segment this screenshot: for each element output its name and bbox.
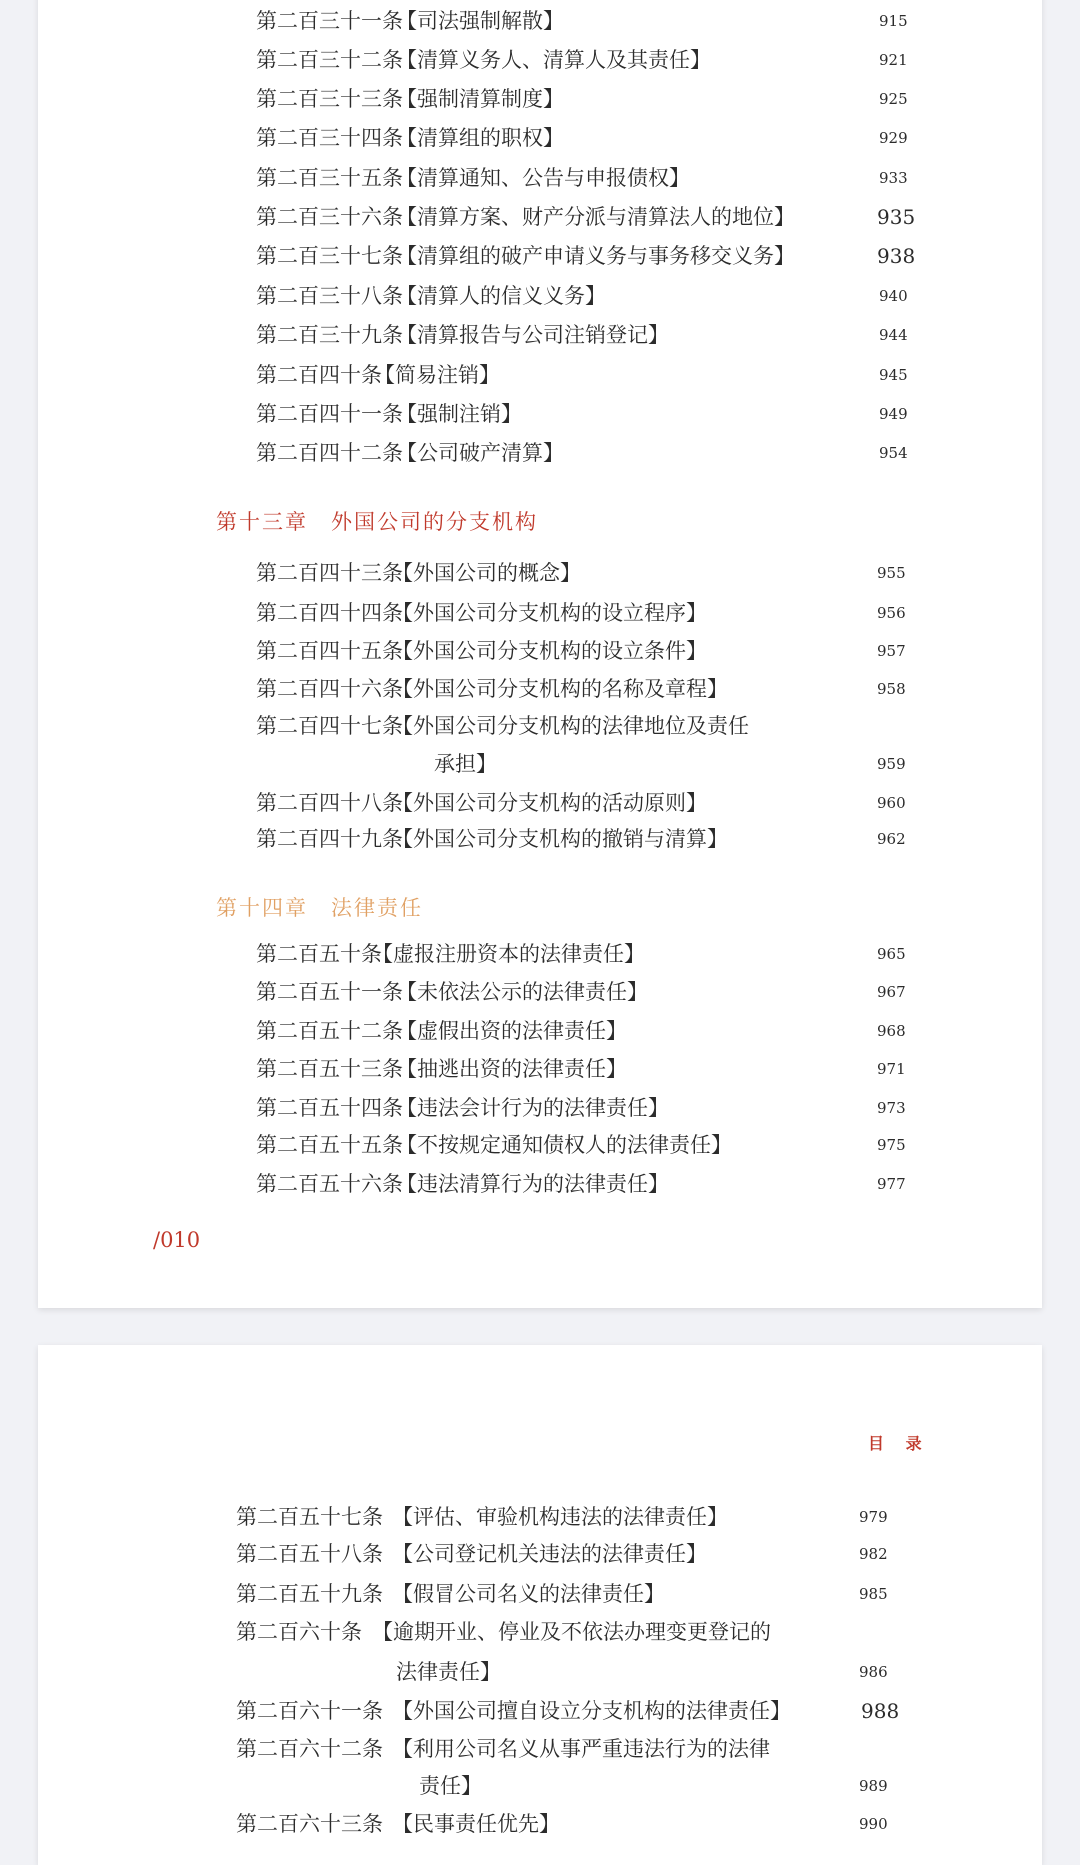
toc-entry[interactable] — [236, 1694, 996, 1728]
article-number: 第二百四十三条 — [256, 561, 403, 585]
article-title: 【民事责任优先】 — [392, 1812, 560, 1836]
toc-entry[interactable] — [236, 1615, 996, 1649]
article-title: 【公司登记机关违法的法律责任】 — [392, 1542, 707, 1566]
article-number: 第二百四十一条 — [256, 402, 403, 426]
toc-entry[interactable] — [236, 1732, 996, 1766]
article-number: 第二百五十七条 — [236, 1505, 383, 1529]
article-number: 第二百三十二条 — [256, 48, 403, 72]
toc-entry[interactable] — [256, 1014, 996, 1048]
page-ref: 982 — [859, 1545, 888, 1563]
article-number: 第二百五十二条 — [256, 1019, 403, 1043]
page-ref: 975 — [877, 1136, 906, 1154]
page-ref: 967 — [877, 983, 906, 1001]
toc-entry[interactable] — [256, 709, 996, 743]
page-ref: 958 — [877, 680, 906, 698]
article-title: 【清算方案、财产分派与清算法人的地位】 — [396, 205, 795, 229]
article-title: 【清算人的信义义务】 — [396, 284, 606, 308]
page-ref: 988 — [861, 1699, 900, 1723]
article-number: 第二百五十四条 — [256, 1096, 403, 1120]
article-title: 【清算组的职权】 — [396, 126, 564, 150]
toc-entry[interactable] — [256, 200, 996, 234]
toc-entry[interactable] — [256, 121, 996, 155]
toc-entry[interactable] — [236, 1537, 996, 1571]
article-title: 【违法会计行为的法律责任】 — [396, 1096, 669, 1120]
page-ref: 925 — [879, 90, 908, 108]
article-number: 第二百四十二条 — [256, 441, 403, 465]
page-ref: 955 — [877, 564, 906, 582]
article-title: 【外国公司分支机构的活动原则】 — [392, 791, 707, 815]
page-ref: 979 — [859, 1508, 888, 1526]
toc-entry[interactable] — [256, 937, 996, 971]
article-number: 第二百四十五条 — [256, 639, 403, 663]
toc-entry[interactable] — [256, 822, 996, 856]
toc-entry[interactable] — [256, 161, 996, 195]
article-title: 【利用公司名义从事严重违法行为的法律 — [392, 1737, 770, 1761]
page-ref: 986 — [859, 1663, 888, 1681]
article-number: 第二百三十七条 — [256, 244, 403, 268]
article-number: 第二百四十条 — [256, 363, 382, 387]
chapter-14-heading[interactable]: 第十四章 法律责任 — [216, 896, 423, 920]
toc-entry-continuation[interactable] — [236, 1655, 996, 1689]
article-number: 第二百三十八条 — [256, 284, 403, 308]
article-number: 第二百四十七条 — [256, 714, 403, 738]
page-ref: 921 — [879, 51, 908, 69]
article-number: 第二百五十八条 — [236, 1542, 383, 1566]
article-number: 第二百四十四条 — [256, 601, 403, 625]
toc-entry[interactable] — [256, 975, 996, 1009]
page-ref: 929 — [879, 129, 908, 147]
page-ref: 973 — [877, 1099, 906, 1117]
toc-entry[interactable] — [256, 239, 996, 273]
article-title: 【虚假出资的法律责任】 — [396, 1019, 627, 1043]
toc-entry[interactable] — [256, 672, 996, 706]
article-title: 【外国公司分支机构的名称及章程】 — [392, 677, 728, 701]
toc-page-1 — [38, 0, 1042, 1308]
article-title: 【外国公司分支机构的法律地位及责任 — [392, 714, 749, 738]
article-number: 第二百三十六条 — [256, 205, 403, 229]
page-ref: 944 — [879, 326, 908, 344]
toc-entry[interactable] — [256, 1128, 996, 1162]
article-number: 第二百六十三条 — [236, 1812, 383, 1836]
page-ref: 945 — [879, 366, 908, 384]
page-ref: 949 — [879, 405, 908, 423]
article-title: 【清算义务人、清算人及其责任】 — [396, 48, 711, 72]
article-title: 【评估、审验机构违法的法律责任】 — [392, 1505, 728, 1529]
article-number: 第二百三十四条 — [256, 126, 403, 150]
article-number: 第二百五十三条 — [256, 1057, 403, 1081]
article-title: 【外国公司分支机构的设立程序】 — [392, 601, 707, 625]
toc-entry[interactable] — [256, 358, 996, 392]
article-number: 第二百三十九条 — [256, 323, 403, 347]
article-title: 【违法清算行为的法律责任】 — [396, 1172, 669, 1196]
toc-entry[interactable] — [256, 596, 996, 630]
article-number: 第二百三十一条 — [256, 9, 403, 33]
article-title-continued: 承担】 — [434, 752, 497, 776]
article-number: 第二百六十二条 — [236, 1737, 383, 1761]
toc-entry[interactable] — [256, 82, 996, 116]
toc-entry[interactable] — [256, 1167, 996, 1201]
page-ref: 954 — [879, 444, 908, 462]
page-number: /010 — [153, 1228, 201, 1252]
toc-entry[interactable] — [256, 786, 996, 820]
article-number: 第二百五十五条 — [256, 1133, 403, 1157]
page-ref: 933 — [879, 169, 908, 187]
toc-entry[interactable] — [256, 556, 996, 590]
toc-entry[interactable] — [256, 1052, 996, 1086]
page-ref: 985 — [859, 1585, 888, 1603]
toc-page-2 — [38, 1345, 1042, 1865]
article-number: 第二百五十六条 — [256, 1172, 403, 1196]
toc-entry[interactable] — [236, 1577, 996, 1611]
toc-entry[interactable] — [256, 1091, 996, 1125]
article-number: 第二百五十条 — [256, 942, 382, 966]
page-ref: 915 — [879, 12, 908, 30]
article-title: 【简易注销】 — [374, 363, 500, 387]
article-number: 第二百四十九条 — [256, 827, 403, 851]
toc-entry[interactable] — [256, 318, 996, 352]
article-number: 第二百四十六条 — [256, 677, 403, 701]
article-title: 【清算通知、公告与申报债权】 — [396, 166, 690, 190]
article-title: 【清算报告与公司注销登记】 — [396, 323, 669, 347]
page-ref: 968 — [877, 1022, 906, 1040]
article-title: 【未依法公示的法律责任】 — [396, 980, 648, 1004]
page-ref: 957 — [877, 642, 906, 660]
article-title: 【逾期开业、停业及不依法办理变更登记的 — [372, 1620, 771, 1644]
toc-entry-continuation[interactable] — [256, 747, 996, 781]
article-title: 【外国公司的概念】 — [392, 561, 581, 585]
toc-entry[interactable] — [256, 43, 996, 77]
article-title: 【外国公司分支机构的设立条件】 — [392, 639, 707, 663]
page-ref: 977 — [877, 1175, 906, 1193]
article-title: 【强制清算制度】 — [396, 87, 564, 111]
toc-header-label: 目 录 — [868, 1434, 930, 1453]
article-number: 第二百三十三条 — [256, 87, 403, 111]
page-ref: 965 — [877, 945, 906, 963]
toc-entry[interactable] — [256, 4, 996, 38]
article-title: 【公司破产清算】 — [396, 441, 564, 465]
article-number: 第二百三十五条 — [256, 166, 403, 190]
article-title: 【外国公司擅自设立分支机构的法律责任】 — [392, 1699, 791, 1723]
toc-entry-continuation[interactable] — [236, 1769, 996, 1803]
page-ref: 940 — [879, 287, 908, 305]
article-number: 第二百六十条 — [236, 1620, 362, 1644]
article-number: 第二百五十一条 — [256, 980, 403, 1004]
page-ref: 989 — [859, 1777, 888, 1795]
article-title: 【强制注销】 — [396, 402, 522, 426]
page-ref: 935 — [877, 205, 916, 229]
page-ref: 938 — [877, 244, 916, 268]
page-ref: 956 — [877, 604, 906, 622]
article-title: 【抽逃出资的法律责任】 — [396, 1057, 627, 1081]
article-title: 【假冒公司名义的法律责任】 — [392, 1582, 665, 1606]
chapter-13-heading[interactable]: 第十三章 外国公司的分支机构 — [216, 510, 538, 534]
article-title: 【司法强制解散】 — [396, 9, 564, 33]
toc-entry[interactable] — [256, 436, 996, 470]
article-number: 第二百五十九条 — [236, 1582, 383, 1606]
article-title-continued: 责任】 — [419, 1774, 482, 1798]
article-title-continued: 法律责任】 — [396, 1660, 501, 1684]
toc-entry[interactable] — [236, 1500, 996, 1534]
page-ref: 971 — [877, 1060, 906, 1078]
article-title: 【清算组的破产申请义务与事务移交义务】 — [396, 244, 795, 268]
article-title: 【外国公司分支机构的撤销与清算】 — [392, 827, 728, 851]
article-title: 【虚报注册资本的法律责任】 — [372, 942, 645, 966]
toc-entry[interactable] — [256, 279, 996, 313]
page-ref: 959 — [877, 755, 906, 773]
article-title: 【不按规定通知债权人的法律责任】 — [396, 1133, 732, 1157]
page-ref: 990 — [859, 1815, 888, 1833]
page-ref: 960 — [877, 794, 906, 812]
page-ref: 962 — [877, 830, 906, 848]
toc-entry[interactable] — [256, 634, 996, 668]
toc-entry[interactable] — [256, 397, 996, 431]
article-number: 第二百四十八条 — [256, 791, 403, 815]
article-number: 第二百六十一条 — [236, 1699, 383, 1723]
